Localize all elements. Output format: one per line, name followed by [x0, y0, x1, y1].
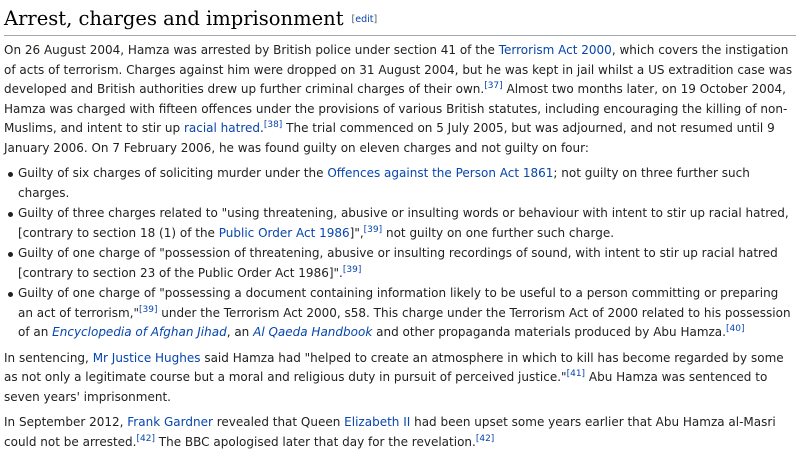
text: .: [260, 121, 264, 135]
edit-link[interactable]: edit: [355, 14, 374, 25]
citation-link[interactable]: [39]: [139, 304, 158, 315]
text: Guilty of six charges of soliciting murder under the: [18, 166, 328, 180]
text: said Hamza had "helped to create an atmosphere in which to kill has become regarded by some as not only a legitimate course but a moral and religious duty in pursuit of perceived justice.": [4, 350, 784, 384]
text: In sentencing,: [4, 350, 93, 365]
text: ; not guilty on three further such charges.: [18, 166, 750, 200]
list-item: [4, 204, 796, 243]
paragraph-arrest: [4, 41, 796, 158]
citation-link[interactable]: [39]: [363, 224, 383, 235]
citation-39[interactable]: [364, 225, 382, 235]
text: had been upset some years earlier that Abu Hamza al-Masri could not be arrested.: [4, 415, 776, 449]
citation-link[interactable]: [42]: [475, 433, 495, 444]
bullet-icon: [8, 292, 13, 297]
text: The trial commenced on 5 July 2005, but was adjourned, and not resumed until 9 January 2006. On 7 February 2006, he was found guilty on eleven charges and not guilty on four:: [4, 121, 775, 155]
text: and other propaganda materials produced by Abu Hamza.: [372, 325, 726, 339]
link-public-order-act-1986[interactable]: Public Order Act 1986: [218, 225, 350, 240]
text: under the Terrorism Act 2000, s58. This charge under the Terrorism Act of 2000 related to his possession of an: [18, 305, 791, 339]
bullet-icon: [8, 252, 13, 257]
link-frank-gardner[interactable]: Frank Gardner: [127, 415, 213, 429]
text: , which covers the instigation of acts of terrorism. Charges against him were dropped on 31 August 2004, but he was kept in jail whilst a US extradition case was developed and British authorities drew up further criminal charges of their own.: [4, 43, 793, 96]
list-item: [4, 284, 796, 343]
citation-link[interactable]: [37]: [484, 81, 503, 91]
text: Guilty of three charges related to "using threatening, abusive or insulting words or behaviour with intent to stir up racial hatred, [contrary to section 18 (1) of the: [18, 206, 789, 240]
citation-link[interactable]: [40]: [725, 324, 745, 334]
bullet-icon: [8, 212, 13, 217]
paragraph-gardner: [4, 413, 796, 452]
citation-39[interactable]: [139, 305, 157, 315]
text: On 26 August 2004, Hamza was arrested by British police under section 41 of the: [4, 43, 499, 57]
link-terrorism-act-2000[interactable]: Terrorism Act 2000: [498, 43, 612, 57]
citation-39[interactable]: [343, 265, 361, 275]
text: Guilty of one charge of "possession of threatening, abusive or insulting recordings of sound, with intent to stir up racial hatred [contrary to section 23 of the Public Order Act 1986]".: [18, 246, 778, 280]
edit-section: [352, 14, 378, 25]
charges-list: [4, 164, 796, 343]
edit-bracket-open: [: [351, 14, 356, 25]
text: The BBC apologised later that day for the revelation.: [154, 434, 476, 449]
link-racial-hatred[interactable]: racial hatred: [183, 121, 260, 135]
citation-38[interactable]: [264, 120, 282, 130]
text: In September 2012,: [4, 415, 128, 429]
citation-40[interactable]: [726, 324, 744, 334]
list-item: [4, 244, 796, 283]
text: Almost two months later, on 19 October 2004, Hamza was charged with fifteen offences under the provisions of various British statutes, including encouraging the killing of non-Muslims, and intent to stir up: [4, 82, 788, 135]
link-mr-justice-hughes[interactable]: Mr Justice Hughes: [92, 350, 201, 365]
link-al-qaeda-handbook[interactable]: Al Qaeda Handbook: [253, 325, 373, 339]
section-title: Arrest, charges and imprisonment: [4, 7, 344, 30]
text: ]",: [349, 225, 364, 240]
citation-41[interactable]: [567, 369, 585, 379]
citation-link[interactable]: [42]: [136, 433, 155, 444]
citation-link[interactable]: [38]: [263, 120, 283, 130]
text: Abu Hamza was sentenced to seven years' imprisonment.: [4, 370, 768, 404]
citation-link[interactable]: [39]: [342, 264, 362, 275]
section-heading: [4, 6, 796, 36]
link-elizabeth-ii[interactable]: Elizabeth II: [344, 415, 411, 429]
edit-bracket-close: ]: [373, 14, 378, 25]
bullet-icon: [8, 172, 13, 177]
citation-42[interactable]: [476, 434, 494, 444]
citation-42[interactable]: [137, 434, 155, 444]
paragraph-sentencing: [4, 349, 796, 408]
text: not guilty on one further such charge.: [382, 225, 615, 240]
text: revealed that Queen: [212, 415, 345, 429]
link-offences-against-the-person-act[interactable]: Offences against the Person Act 1861: [327, 166, 554, 180]
list-item: [4, 164, 796, 203]
link-encyclopedia-of-afghan-jihad[interactable]: Encyclopedia of Afghan Jihad: [52, 325, 227, 339]
text: , an: [226, 325, 254, 339]
citation-link[interactable]: [41]: [566, 369, 586, 379]
text: Guilty of one charge of "possessing a document containing information likely to be useful to a person committing or preparing an act of terrorism,": [18, 286, 779, 320]
citation-37[interactable]: [484, 81, 502, 91]
